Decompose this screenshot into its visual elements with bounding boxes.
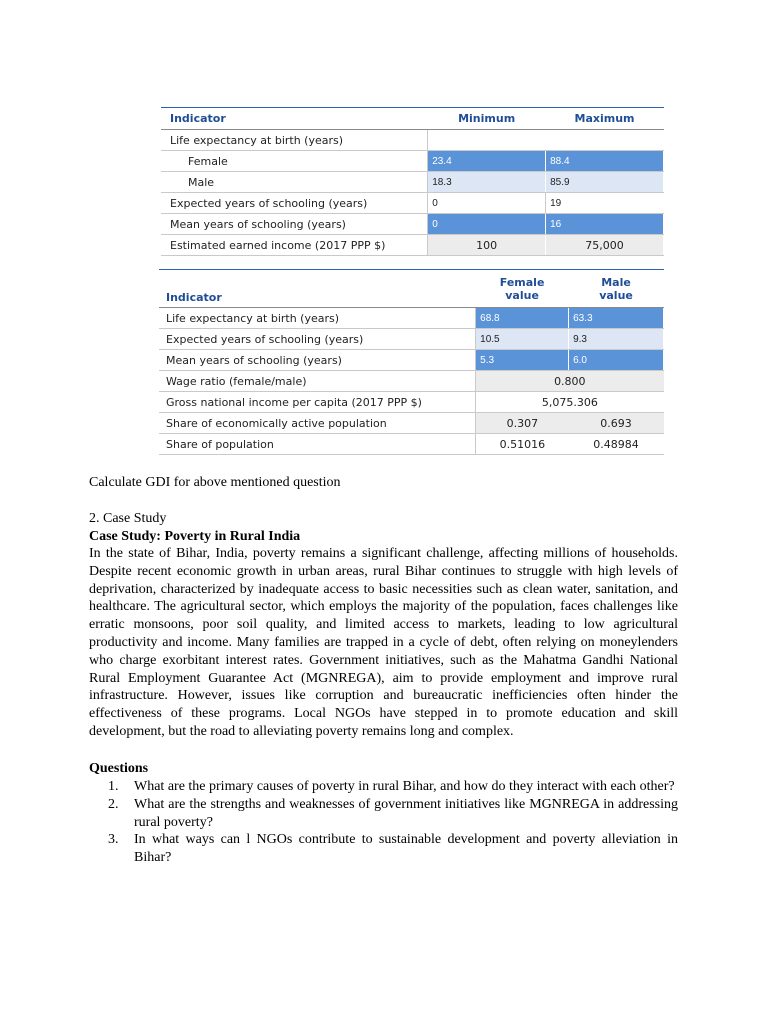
male-value: 63.3 [569, 308, 664, 329]
table-row [161, 214, 664, 235]
gender-values-table [159, 269, 664, 455]
max-value: 75,000 [546, 235, 664, 256]
case-study-paragraph: In the state of Bihar, India, poverty remains a significant challenge, affecting millions of households. Despite recent economic growth in urban areas, rural Bihar continues to struggle with high levels of deprivation, characterized by inadequate access to basic necessities such as clean water, sanitation, and healthcare. The agricultural sector, which employs the majority of the population, faces challenges like erratic monsoons, poor soil quality, and limited access to markets, leading to low agricultural productivity and income. Many families are trapped in a cycle of debt, often relying on moneylenders who charge exorbitant interest rates. Government initiatives, such as the Mahatma Gandhi National Rural Employment Guarantee Act (MGNREGA), aim to provide employment and improve rural infrastructure. However, issues like corruption and bureaucratic inefficiencies often hinder the effectiveness of these programs. Local NGOs have stepped in to promote education and skill development, but the road to alleviating poverty remains long and complex. [89, 546, 678, 739]
table-row [159, 308, 664, 329]
row-label: Life expectancy at birth (years) [161, 130, 428, 151]
question-number: 2. [108, 796, 119, 812]
table-row [161, 172, 664, 193]
header-male-value: Male value [569, 270, 664, 308]
question-one-text: Calculate GDI for above mentioned question [89, 475, 341, 490]
max-value: 85.9 [546, 172, 664, 193]
case-study-number: 2. Case Study [89, 511, 167, 526]
row-label: Male [161, 172, 428, 193]
table-row [161, 235, 664, 256]
row-label: Mean years of schooling (years) [161, 214, 428, 235]
max-value: 88.4 [546, 151, 664, 172]
min-value: 0 [428, 214, 546, 235]
list-item [108, 796, 678, 832]
row-label: Estimated earned income (2017 PPP $) [161, 235, 428, 256]
table-row [161, 193, 664, 214]
list-item [108, 778, 678, 796]
questions-list [108, 778, 678, 867]
question-number: 1. [108, 779, 119, 794]
header-indicator: Indicator [159, 270, 476, 308]
male-value: 9.3 [569, 329, 664, 350]
question-text: What are the strengths and weaknesses of government initiatives like MGNREGA in addressing rural poverty? [134, 796, 678, 830]
question-number: 3. [108, 832, 119, 848]
table-row [161, 130, 664, 151]
row-label: Mean years of schooling (years) [159, 350, 476, 371]
min-value: 23.4 [428, 151, 546, 172]
question-text: What are the primary causes of poverty in rural Bihar, and how do they interact with each other? [134, 779, 675, 794]
female-value: 0.51016 [476, 434, 569, 455]
question-text: In what ways can l NGOs contribute to sustainable development and poverty alleviation in Bihar? [134, 832, 678, 866]
table-row [159, 329, 664, 350]
row-label: Expected years of schooling (years) [159, 329, 476, 350]
female-value: 0.307 [476, 413, 569, 434]
header-maximum: Maximum [546, 108, 664, 130]
table-row [159, 392, 664, 413]
row-label: Share of economically active population [159, 413, 476, 434]
questions-heading: Questions [89, 761, 149, 776]
male-value: 0.48984 [569, 434, 664, 455]
table-row [159, 350, 664, 371]
male-value: 6.0 [569, 350, 664, 371]
max-value: 16 [546, 214, 664, 235]
combined-value: 0.800 [476, 371, 664, 392]
male-value: 0.693 [569, 413, 664, 434]
row-label: Share of population [159, 434, 476, 455]
row-label: Gross national income per capita (2017 PPP $) [159, 392, 476, 413]
table-row [161, 151, 664, 172]
table-header-row [159, 270, 664, 308]
row-label: Wage ratio (female/male) [159, 371, 476, 392]
table-header-row [161, 108, 664, 130]
table-row [159, 413, 664, 434]
female-value: 5.3 [476, 350, 569, 371]
table-row [159, 371, 664, 392]
case-study-title: Case Study: Poverty in Rural India [89, 529, 301, 544]
row-label: Female [161, 151, 428, 172]
indicator-min-max-table [161, 107, 664, 256]
min-value: 100 [428, 235, 546, 256]
min-value: 0 [428, 193, 546, 214]
female-value: 10.5 [476, 329, 569, 350]
combined-value: 5,075.306 [476, 392, 664, 413]
header-indicator: Indicator [161, 108, 428, 130]
header-female-value: Female value [476, 270, 569, 308]
header-minimum: Minimum [428, 108, 546, 130]
table-row [159, 434, 664, 455]
row-label: Life expectancy at birth (years) [159, 308, 476, 329]
max-value: 19 [546, 193, 664, 214]
row-label: Expected years of schooling (years) [161, 193, 428, 214]
min-value: 18.3 [428, 172, 546, 193]
female-value: 68.8 [476, 308, 569, 329]
list-item [108, 831, 678, 867]
